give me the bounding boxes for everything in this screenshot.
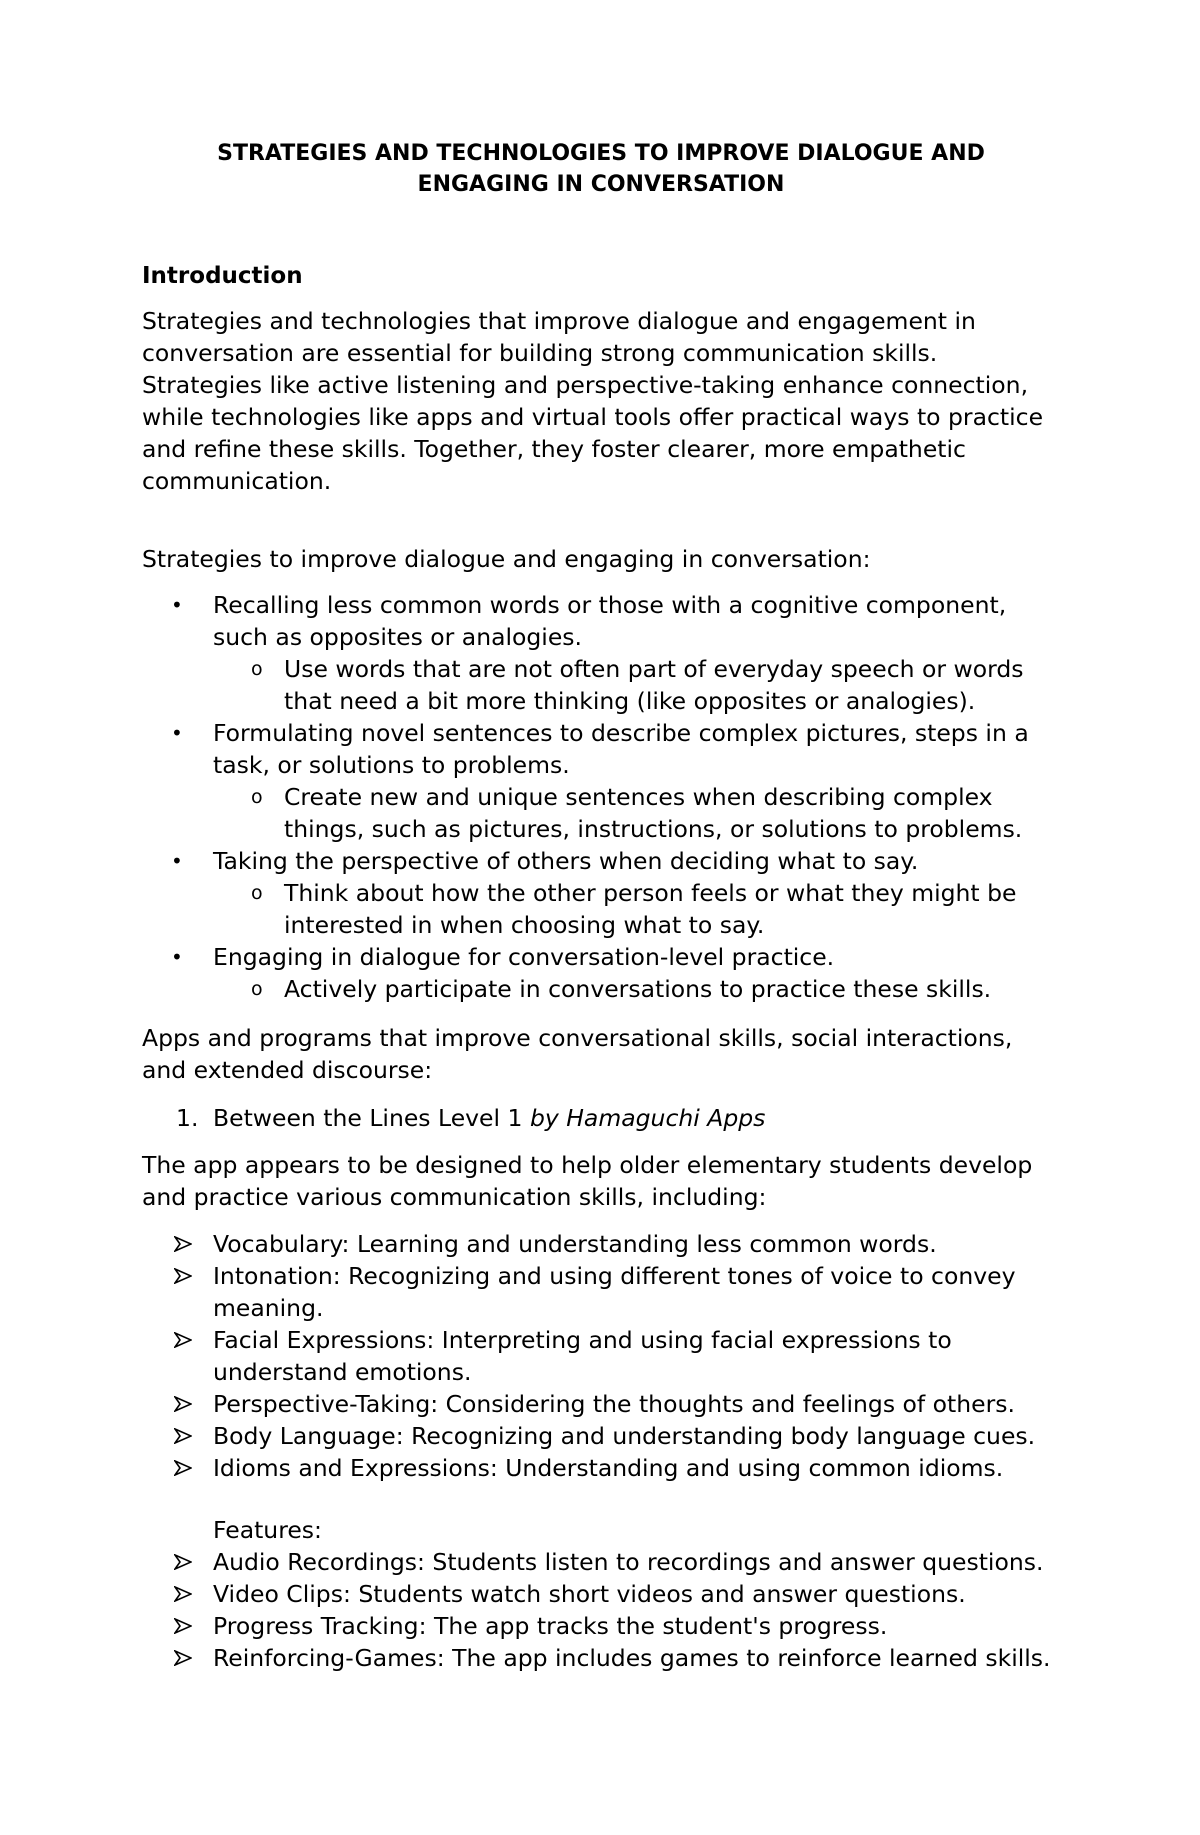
strategy-text: Engaging in dialogue for conversation-level practice. (213, 943, 835, 971)
list-item (142, 717, 1060, 845)
strategy-text: Formulating novel sentences to describe complex pictures, steps in a task, or solutions to problems. (213, 719, 1029, 779)
list-item (142, 589, 1060, 717)
strategies-lead: Strategies to improve dialogue and engaging in conversation: (142, 545, 871, 573)
arrow-bullet-icon (174, 1554, 192, 1570)
features-label: Features: (213, 1516, 322, 1544)
arrow-bullet-icon (174, 1650, 192, 1666)
title-line-1: STRATEGIES AND TECHNOLOGIES TO IMPROVE DIALOGUE AND (217, 141, 985, 166)
apps-list (142, 1102, 1060, 1134)
strategy-text: Recalling less common words or those with a cognitive component, such as opposites or analogies. (213, 591, 1007, 651)
list-item (142, 1452, 1060, 1484)
sub-list-item (213, 877, 1060, 941)
strategies-list (142, 589, 1060, 1005)
bullet-icon: • (171, 945, 183, 969)
arrow-bullet-icon (174, 1586, 192, 1602)
features-list (142, 1546, 1060, 1674)
strategy-subtext: Create new and unique sentences when describing complex things, such as pictures, instructions, or solutions to problems. (284, 783, 1023, 843)
feature-text: Progress Tracking: The app tracks the student's progress. (213, 1612, 888, 1640)
list-item (142, 1546, 1060, 1578)
feature-text: Video Clips: Students watch short videos and answer questions. (213, 1580, 966, 1608)
circle-bullet-icon: o (251, 786, 263, 808)
circle-bullet-icon: o (251, 882, 263, 904)
list-item (142, 1420, 1060, 1452)
introduction-heading: Introduction (142, 263, 303, 289)
list-item (142, 1228, 1060, 1260)
arrow-bullet-icon (174, 1236, 192, 1252)
feature-text: Audio Recordings: Students listen to recordings and answer questions. (213, 1548, 1044, 1576)
list-item (142, 1260, 1060, 1324)
app-description: The app appears to be designed to help older elementary students develop and practice various communication skills, including: (142, 1151, 1033, 1211)
sub-list-item (213, 653, 1060, 717)
strategy-subtext: Actively participate in conversations to practice these skills. (284, 975, 992, 1003)
list-item (142, 1324, 1060, 1388)
arrow-bullet-icon (174, 1396, 192, 1412)
apps-lead: Apps and programs that improve conversational skills, social interactions, and extended discourse: (142, 1024, 1013, 1084)
skill-text: Facial Expressions: Interpreting and using facial expressions to understand emotions. (213, 1326, 952, 1386)
strategy-subtext: Think about how the other person feels or what they might be interested in when choosing what to say. (284, 879, 1017, 939)
list-item (142, 941, 1060, 1005)
sub-list (213, 781, 1060, 845)
list-item (142, 1388, 1060, 1420)
sub-list-item (213, 973, 1060, 1005)
skill-text: Body Language: Recognizing and understanding body language cues. (213, 1422, 1036, 1450)
skill-text: Intonation: Recognizing and using different tones of voice to convey meaning. (213, 1262, 1016, 1322)
bullet-icon: • (171, 721, 183, 745)
circle-bullet-icon: o (251, 978, 263, 1000)
strategy-text: Taking the perspective of others when deciding what to say. (213, 847, 919, 875)
list-item (142, 1578, 1060, 1610)
list-item (142, 1642, 1060, 1674)
skill-text: Idioms and Expressions: Understanding and using common idioms. (213, 1454, 1004, 1482)
sub-list-item (213, 781, 1060, 845)
bullet-icon: • (171, 593, 183, 617)
list-item (142, 1102, 1060, 1134)
skill-text: Perspective-Taking: Considering the thoughts and feelings of others. (213, 1390, 1015, 1418)
circle-bullet-icon: o (251, 658, 263, 680)
introduction-paragraph: Strategies and technologies that improve dialogue and engagement in conversation are essential for building strong communication skills. Strategies like active listening and perspective-taking enhance connection, while technologies like apps and virtual tools offer practical ways to practice and refine these skills. Together, they foster clearer, more empathetic communication. (142, 307, 1044, 495)
arrow-bullet-icon (174, 1332, 192, 1348)
bullet-icon: • (171, 849, 183, 873)
title-line-2: ENGAGING IN CONVERSATION (417, 172, 785, 197)
sub-list (213, 653, 1060, 717)
skills-list (142, 1228, 1060, 1484)
strategy-subtext: Use words that are not often part of everyday speech or words that need a bit more thinking (like opposites or analogies). (284, 655, 1024, 715)
sub-list (213, 973, 1060, 1005)
skill-text: Vocabulary: Learning and understanding less common words. (213, 1230, 937, 1258)
arrow-bullet-icon (174, 1268, 192, 1284)
arrow-bullet-icon (174, 1618, 192, 1634)
arrow-bullet-icon (174, 1428, 192, 1444)
list-item (142, 845, 1060, 941)
document-title (142, 138, 1060, 200)
list-item (142, 1610, 1060, 1642)
app-name: Between the Lines Level 1 (213, 1104, 523, 1132)
feature-text: Reinforcing-Games: The app includes games to reinforce learned skills. (213, 1644, 1051, 1672)
sub-list (213, 877, 1060, 941)
arrow-bullet-icon (174, 1460, 192, 1476)
list-number: 1. (176, 1104, 199, 1132)
app-byline: by Hamaguchi Apps (529, 1104, 766, 1132)
